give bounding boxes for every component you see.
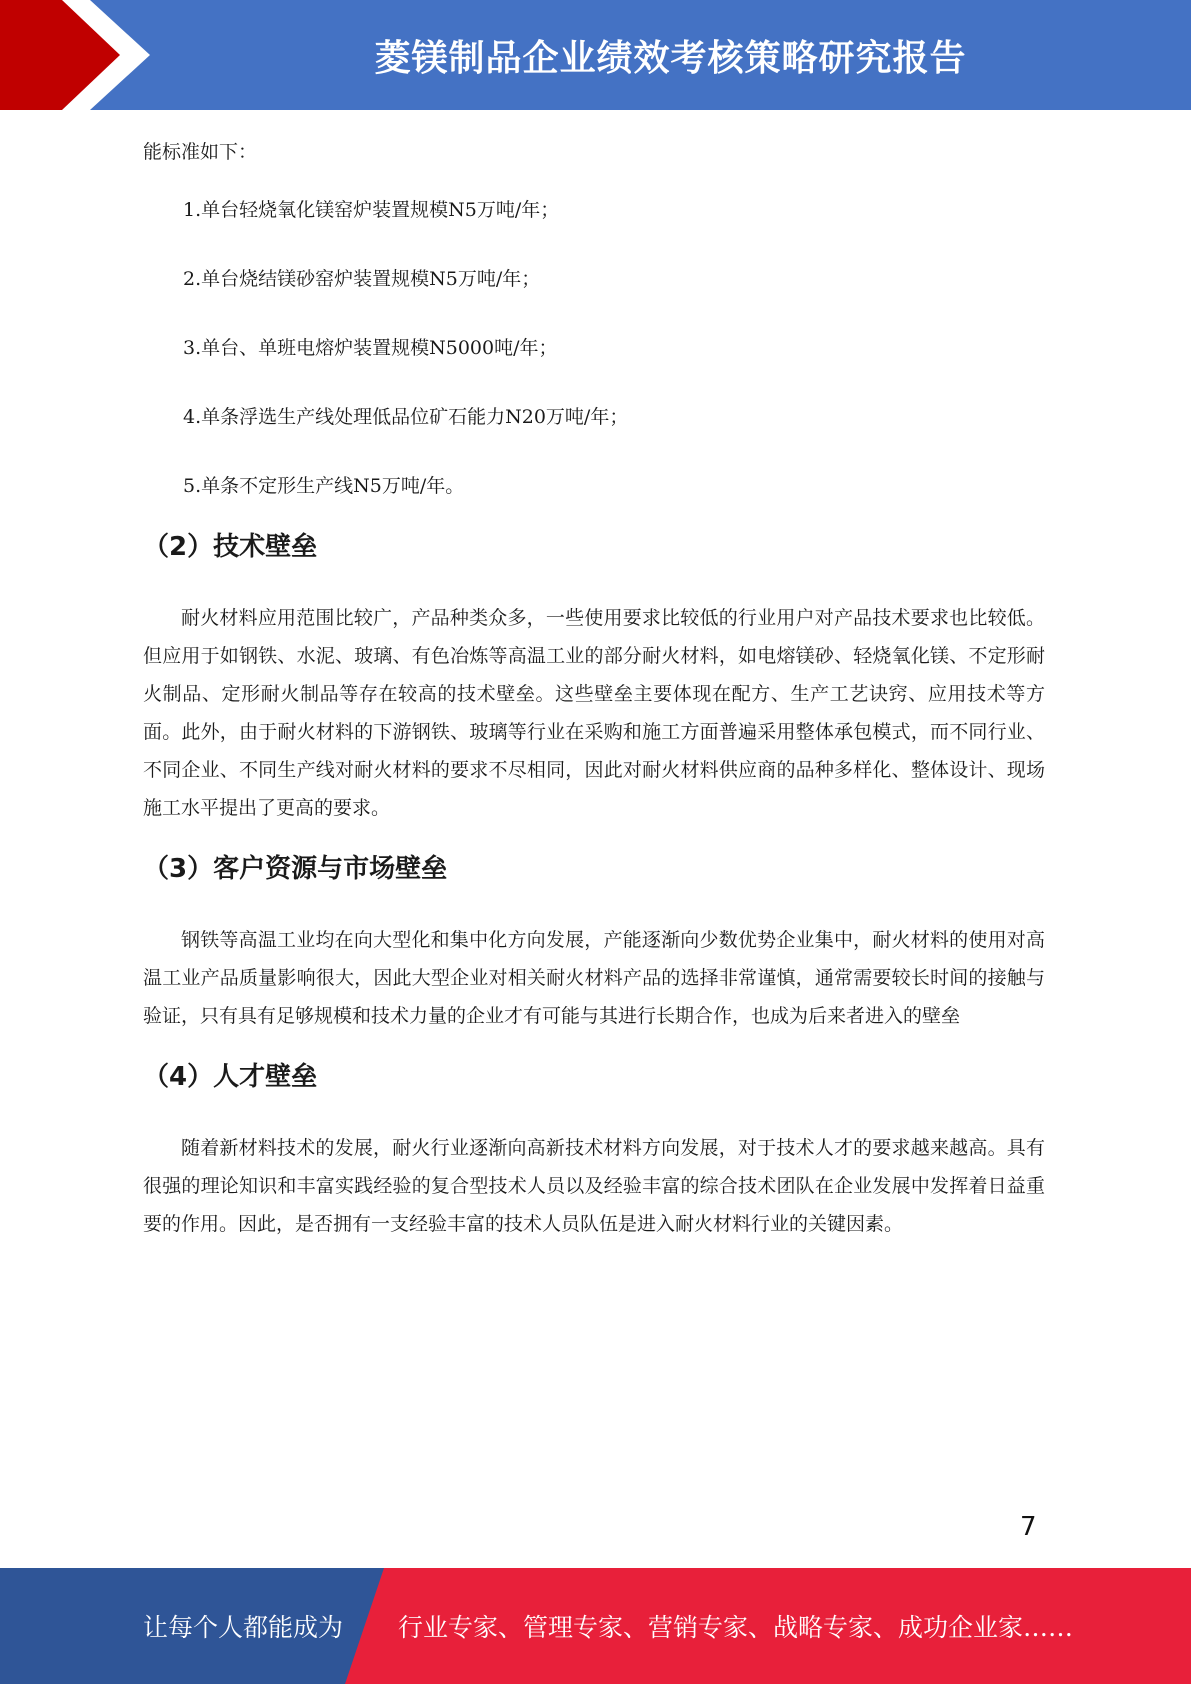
footer-banner <box>0 1568 1191 1684</box>
footer-slogan-right: 行业专家、管理专家、营销专家、战略专家、成功企业家…… <box>398 1613 1074 1642</box>
intro-line: 能标准如下： <box>143 141 258 163</box>
list-item: 5.单条不定形生产线N5万吨/年。 <box>183 475 465 497</box>
section-heading-technology-barrier: （2）技术壁垒 <box>143 532 318 562</box>
section-heading-talent-barrier: （4）人才壁垒 <box>143 1062 318 1092</box>
page-number: 7 <box>1020 1512 1037 1542</box>
list-item: 4.单条浮选生产线处理低品位矿石能力N20万吨/年； <box>183 406 629 428</box>
header-banner <box>0 0 1191 110</box>
section-paragraph-technology-barrier: 耐火材料应用范围比较广，产品种类众多，一些使用要求比较低的行业用户对产品技术要求也比较低。但应用于如钢铁、水泥、玻璃、有色冶炼等高温工业的部分耐火材料，如电熔镁砂、轻烧氧化镁、不定形耐火制品、定形耐火制品等存在较高的技术壁垒。这些壁垒主要体现在配方、生产工艺诀窍、应用技术等方面。此外，由于耐火材料的下游钢铁、玻璃等行业在采购和施工方面普遍采用整体承包模式，而不同行业、不同企业、不同生产线对耐火材料的要求不尽相同，因此对耐火材料供应商的品种多样化、整体设计、现场施工水平提出了更高的要求。 <box>143 607 1045 819</box>
list-item: 3.单台、单班电熔炉装置规模N5000吨/年； <box>183 337 558 359</box>
section-paragraph-talent-barrier: 随着新材料技术的发展，耐火行业逐渐向高新技术材料方向发展，对于技术人才的要求越来越高。具有很强的理论知识和丰富实践经验的复合型技术人员以及经验丰富的综合技术团队在企业发展中发挥着日益重要的作用。因此，是否拥有一支经验丰富的技术人员队伍是进入耐火材料行业的关键因素。 <box>143 1137 1045 1235</box>
section-heading-customer-market-barrier: （3）客户资源与市场壁垒 <box>143 854 448 884</box>
page-content <box>143 130 1045 1243</box>
standards-list <box>143 188 1045 533</box>
document-title: 菱镁制品企业绩效考核策略研究报告 <box>374 37 967 79</box>
list-item: 1.单台轻烧氧化镁窑炉装置规模N5万吨/年； <box>183 199 560 221</box>
footer-slogan-left: 让每个人都能成为 <box>143 1613 344 1642</box>
section-paragraph-customer-market-barrier: 钢铁等高温工业均在向大型化和集中化方向发展，产能逐渐向少数优势企业集中，耐火材料的使用对高温工业产品质量影响很大，因此大型企业对相关耐火材料产品的选择非常谨慎，通常需要较长时间的接触与验证，只有具有足够规模和技术力量的企业才有可能与其进行长期合作，也成为后来者进入的壁垒 <box>143 929 1045 1027</box>
list-item: 2.单台烧结镁砂窑炉装置规模N5万吨/年； <box>183 268 541 290</box>
